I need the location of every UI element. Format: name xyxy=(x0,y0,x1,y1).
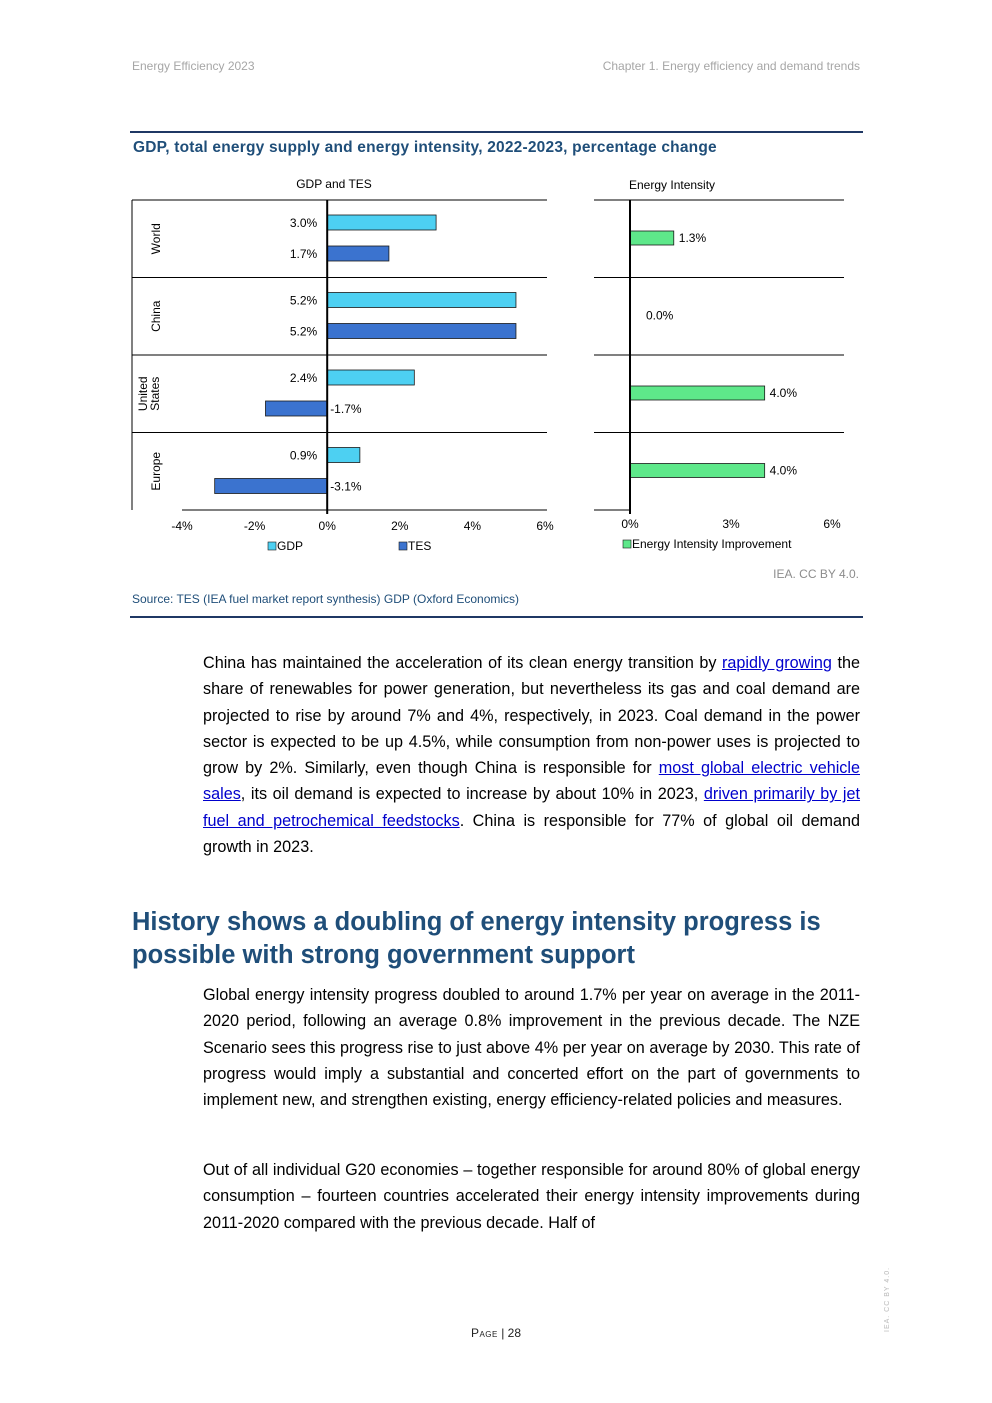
data-label: 0.9% xyxy=(289,448,318,463)
paragraph-text: the share of renewables for power generation, but nevertheless its gas and coal demand are projected to rise by around 7% and 4%, respectively, in 2023. Coal demand in the power sector is expected to be up 4.5%, while consumption from non-power uses is projected to grow by 2%. Similarly, even though China is responsible for xyxy=(203,654,860,778)
data-label: 2.4% xyxy=(289,371,318,385)
figure-top-rule xyxy=(130,131,863,133)
x-tick-label: 0% xyxy=(318,519,336,533)
section-heading: History shows a doubling of energy intensity progress is possible with strong government support xyxy=(132,908,821,969)
legend-swatch-gdp xyxy=(268,542,276,550)
figure-title: GDP, total energy supply and energy intensity, 2022-2023, percentage change xyxy=(133,139,717,156)
link-jet-fuel-petrochemical[interactable]: driven primarily by jet fuel and petrochemical feedstocks xyxy=(203,785,861,830)
legend-label-energy-intensity: Energy Intensity Improvement xyxy=(632,537,792,551)
paragraph-text: China has maintained the acceleration of its clean energy transition by xyxy=(203,654,723,672)
bar-gdp xyxy=(327,370,414,385)
category-label: Europe xyxy=(149,451,163,491)
bar-gdp xyxy=(327,215,436,230)
page-label: Page xyxy=(470,1326,498,1340)
x-tick-label: -2% xyxy=(243,519,266,533)
category-label: States xyxy=(148,376,162,411)
figure-credit: IEA. CC BY 4.0. xyxy=(773,567,859,581)
bar-tes xyxy=(215,479,328,494)
category-label: United xyxy=(136,376,150,412)
data-label: 4.0% xyxy=(769,463,798,478)
data-label: 5.2% xyxy=(289,324,318,339)
legend-label-gdp: GDP xyxy=(277,539,304,553)
data-label: 3.0% xyxy=(289,216,318,230)
x-tick-label: 2% xyxy=(391,519,409,533)
bar-energy-intensity xyxy=(630,231,674,245)
bar-energy-intensity xyxy=(630,464,765,478)
panel-title-gdp-tes: GDP and TES xyxy=(296,177,372,191)
data-label: 1.3% xyxy=(678,231,707,245)
link-electric-vehicle-sales[interactable]: most global electric vehicle sales xyxy=(203,759,860,804)
bar-tes xyxy=(265,401,327,416)
panel-title-energy-intensity: Energy Intensity xyxy=(629,178,716,192)
data-label: -3.1% xyxy=(330,479,362,494)
figure-bottom-rule xyxy=(130,616,863,618)
header-chapter-title: Chapter 1. Energy efficiency and demand trends xyxy=(602,59,860,73)
bar-tes xyxy=(327,246,389,261)
body-paragraph-intensity: Global energy intensity progress doubled to around 1.7% per year on average in the 2011-2020 period, following an average 0.8% improvement in the previous decade. The NZE Scenario sees this progress rise to just above 4% per year on average by 2030. This rate of progress would imply a substantial and concerted effort on the part of governments to implement new, and strengthen existing, energy efficiency-related policies and measures. xyxy=(203,986,860,1110)
figure-source: Source: TES (IEA fuel market report synthesis) GDP (Oxford Economics) xyxy=(132,592,520,606)
x-tick-label: 0% xyxy=(621,517,639,531)
page-separator: | xyxy=(497,1326,508,1340)
bar-gdp xyxy=(327,293,516,308)
bar-energy-intensity xyxy=(630,386,765,400)
x-tick-label: 4% xyxy=(463,519,482,533)
page-number: 28 xyxy=(507,1326,522,1340)
data-label: 0.0% xyxy=(646,308,674,323)
x-tick-label: 3% xyxy=(722,517,740,531)
header-document-title: Energy Efficiency 2023 xyxy=(132,59,255,73)
link-rapidly-growing[interactable]: rapidly growing xyxy=(722,654,832,672)
legend-swatch-energy-intensity xyxy=(623,540,631,548)
body-paragraph-china xyxy=(203,650,860,860)
x-tick-label: 6% xyxy=(823,517,841,531)
page-footer xyxy=(0,1326,992,1340)
category-label: China xyxy=(149,300,163,332)
x-tick-label: 6% xyxy=(536,519,554,533)
bar-gdp xyxy=(327,448,360,463)
paragraph-text: , its oil demand is expected to increase by about 10% in 2023, xyxy=(240,785,704,804)
data-label: 5.2% xyxy=(289,293,318,308)
data-label: 4.0% xyxy=(769,386,798,400)
data-label: 1.7% xyxy=(289,247,318,261)
legend-label-tes: TES xyxy=(408,539,432,553)
side-credit: IEA. CC BY 4.0. xyxy=(884,1266,891,1332)
category-label: World xyxy=(149,223,163,255)
legend-swatch-tes xyxy=(399,542,407,550)
paragraph-text: . China is responsible for 77% of global oil demand growth in 2023. xyxy=(203,811,860,857)
data-label: -1.7% xyxy=(330,402,362,416)
bar-tes xyxy=(327,324,516,339)
x-tick-label: -4% xyxy=(171,519,193,533)
body-paragraph-g20: Out of all individual G20 economies – together responsible for around 80% of global energy consumption – fourteen countries accelerated their energy intensity improvements during 2011-2020 compared with the previous decade. Half of xyxy=(203,1161,860,1232)
figure-chart xyxy=(120,170,860,565)
